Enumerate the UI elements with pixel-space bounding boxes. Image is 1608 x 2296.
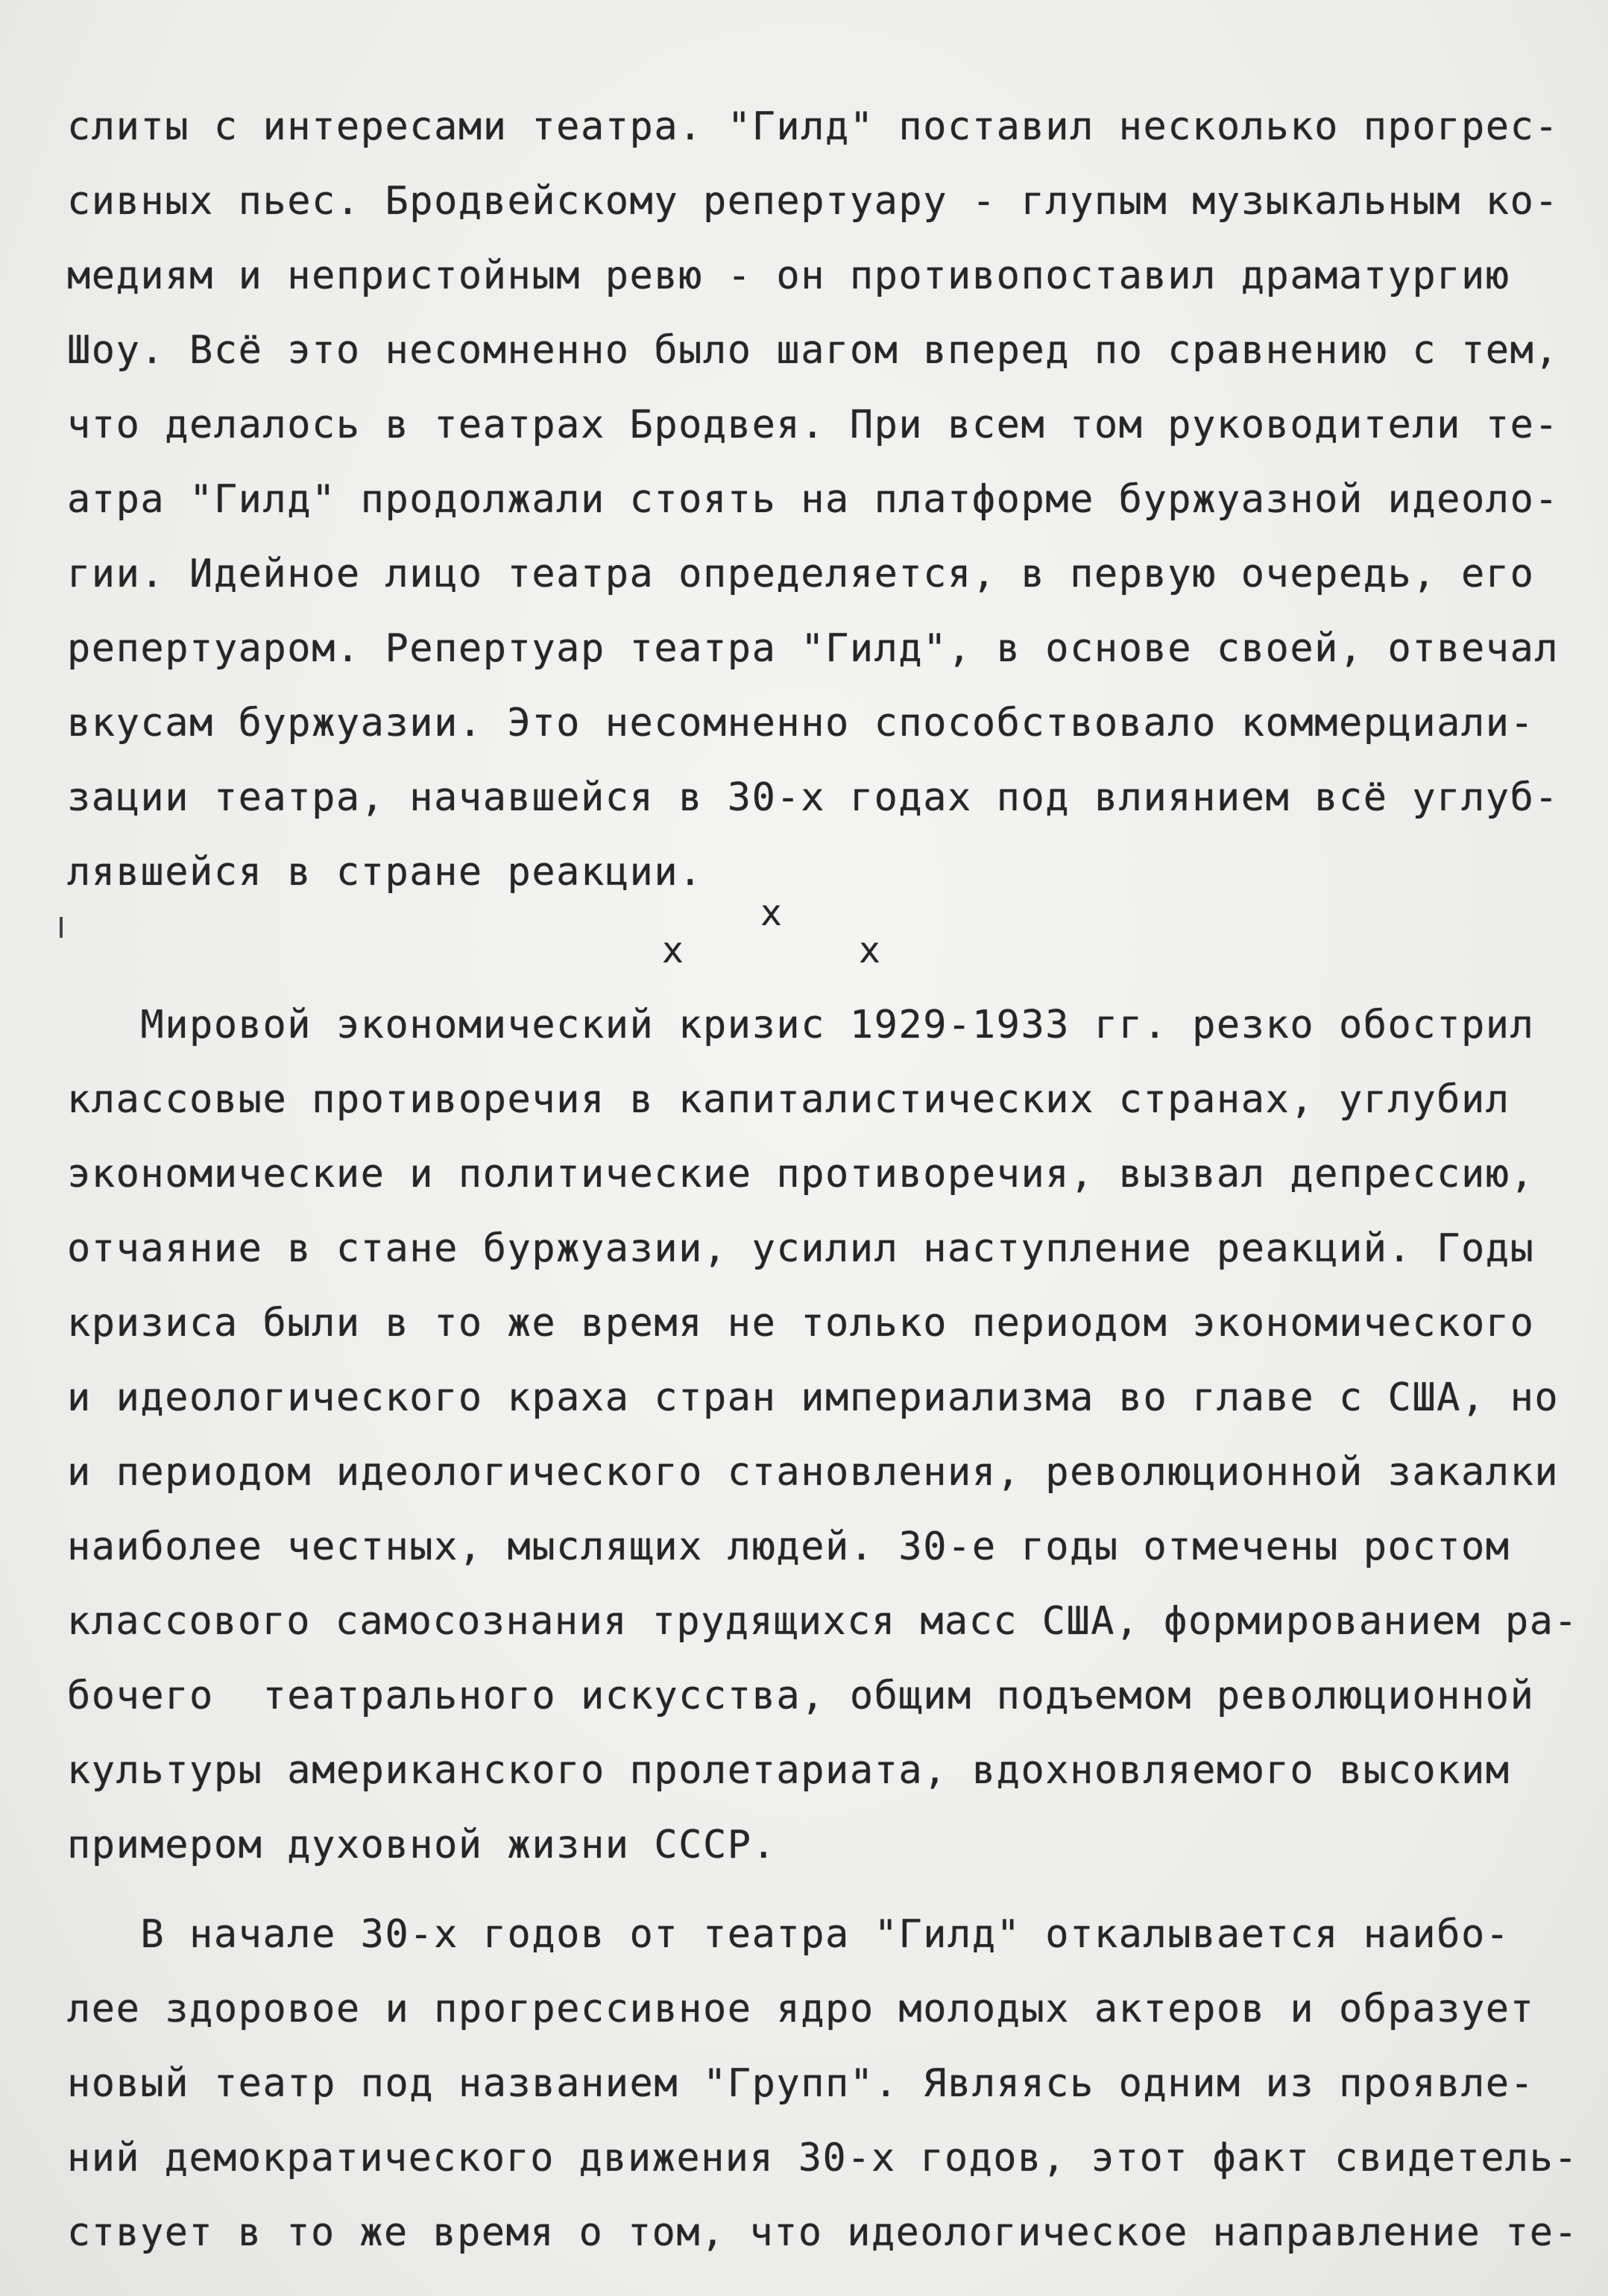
margin-mark — [60, 917, 63, 938]
separator-mark-right: x — [859, 930, 882, 971]
text-line: бочего театрального искусства, общим подъемом революционной — [67, 1674, 1535, 1718]
text-line: Мировой экономический кризис 1929-1933 гг. резко обострил — [67, 1003, 1535, 1047]
text-line: сивных пьес. Бродвейскому репертуару - глупым музыкальным ко- — [67, 179, 1560, 224]
text-line: медиям и непристойным ревю - он противопоставил драматургию — [67, 253, 1510, 298]
text-line: В начале 30-х годов от театра "Гилд" откалывается наибо- — [67, 1912, 1510, 1957]
text-line: наиболее честных, мыслящих людей. 30-е годы отмечены ростом — [67, 1524, 1510, 1569]
text-line: атра "Гилд" продолжали стоять на платформе буржуазной идеоло- — [67, 477, 1560, 522]
text-line: репертуаром. Репертуар театра "Гилд", в основе своей, отвечал — [67, 626, 1560, 671]
text-line: и идеологического краха стран империализма во главе с США, но — [67, 1375, 1560, 1420]
text-line: вкусам буржуазии. Это несомненно способствовало коммерциали- — [67, 701, 1535, 745]
text-line: лее здоровое и прогрессивное ядро молодых актеров и образует — [67, 1987, 1535, 2031]
text-line: гии. Идейное лицо театра определяется, в первую очередь, его — [67, 552, 1535, 596]
text-line: ний демократического движения 30-х годов, этот факт свидетель- — [67, 2136, 1579, 2180]
text-line: новый театр под названием "Групп". Являясь одним из проявле- — [67, 2061, 1535, 2106]
text-line: что делалось в театрах Бродвея. При всем том руководители те- — [67, 403, 1560, 447]
text-line: зации театра, начавшейся в 30-х годах под влиянием всё углуб- — [67, 775, 1560, 820]
separator-mark-left: x — [662, 930, 685, 971]
text-line: слиты с интересами театра. "Гилд" поставил несколько прогрес- — [67, 104, 1560, 149]
text-line: Шоу. Всё это несомненно было шагом вперед по сравнению с тем, — [67, 328, 1560, 373]
text-line: и периодом идеологического становления, революционной закалки — [67, 1450, 1560, 1495]
text-line: классовые противоречия в капиталистических странах, углубил — [67, 1077, 1510, 1122]
text-line: культуры американского пролетариата, вдохновляемого высоким — [67, 1748, 1510, 1793]
text-line: кризиса были в то же время не только периодом экономического — [67, 1301, 1535, 1346]
text-line: примером духовной жизни СССР. — [67, 1823, 777, 1867]
separator-mark-top: x — [760, 892, 783, 934]
text-line: экономические и политические противоречия, вызвал депрессию, — [67, 1152, 1535, 1196]
text-line: ствует в то же время о том, что идеологическое направление те- — [67, 2210, 1579, 2255]
text-line: классового самосознания трудящихся масс США, формированием ра- — [67, 1599, 1579, 1644]
text-line: лявшейся в стране реакции. — [67, 850, 703, 895]
text-line: отчаяние в стане буржуазии, усилил наступление реакций. Годы — [67, 1226, 1535, 1271]
